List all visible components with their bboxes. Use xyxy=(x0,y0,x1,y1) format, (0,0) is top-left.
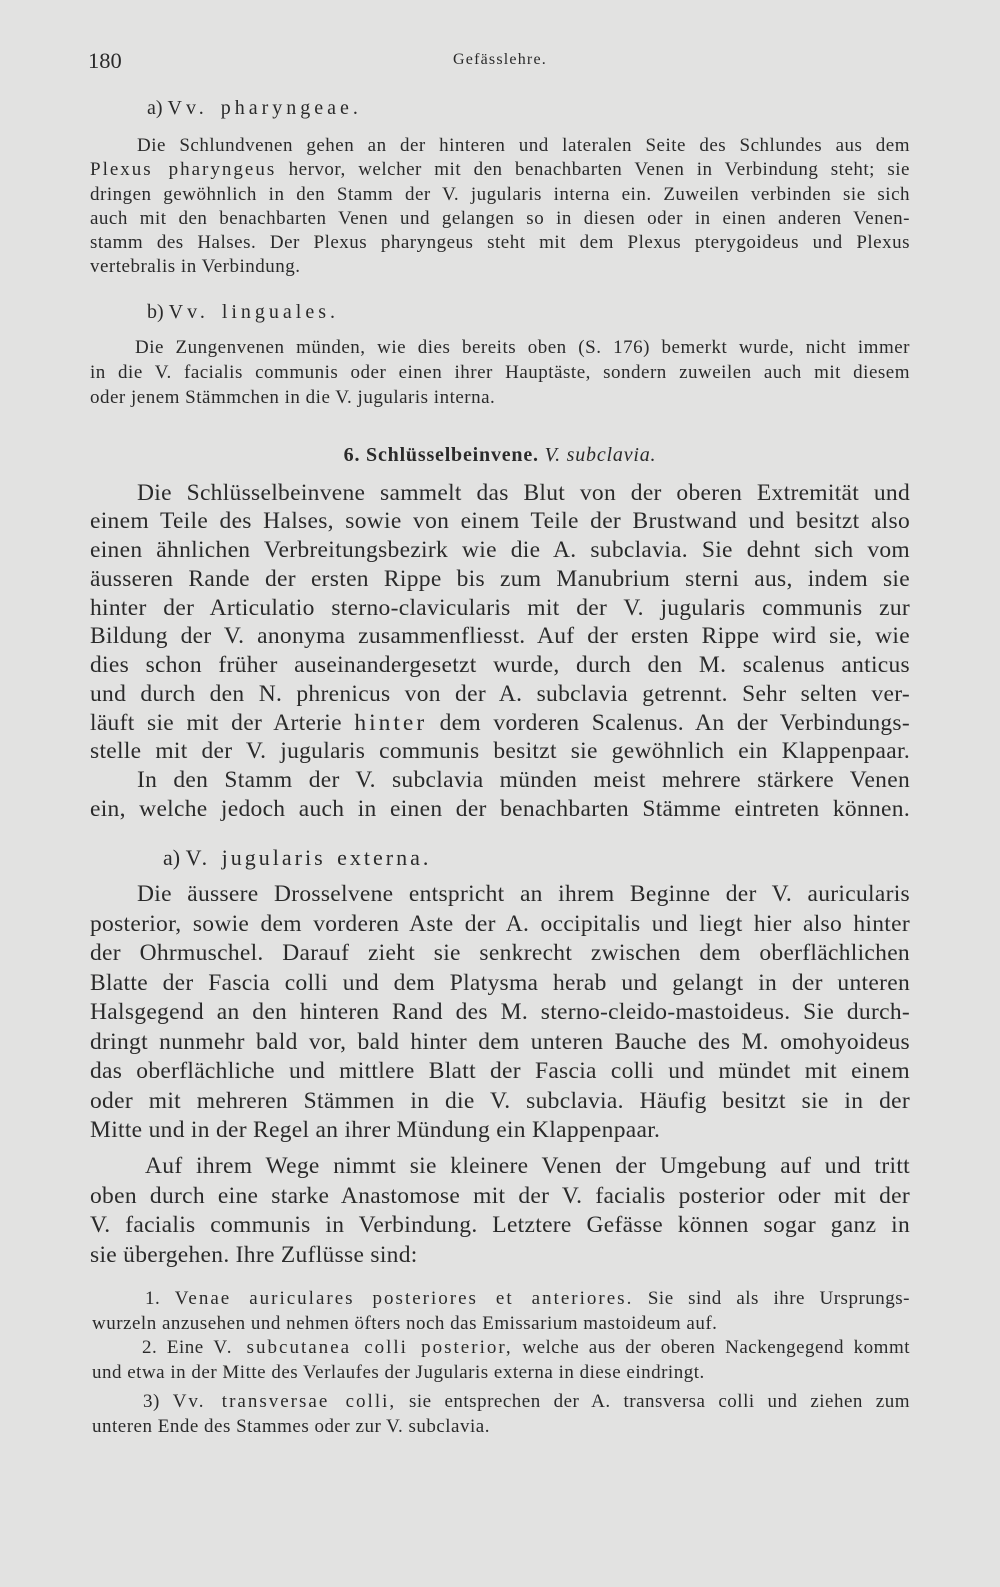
text-line: hinter der Articulatio sterno-clavicularis mit der V. jugularis communis zur xyxy=(90,594,910,621)
text-line: Auf ihrem Wege nimmt sie kleinere Venen der Umgebung auf und tritt xyxy=(145,1153,910,1180)
chapter-heading-latin: V. subclavia. xyxy=(544,444,657,466)
text-line: stamm des Halses. Der Plexus pharyngeus steht mit dem Plexus pterygoideus und Plexus xyxy=(90,232,910,254)
text-line: In den Stamm der V. subclavia münden meist mehrere stärkere Venen xyxy=(137,767,910,794)
text-line xyxy=(90,1287,910,1312)
text-line: Die äussere Drosselvene entspricht an ihrem Beginne der V. auricularis xyxy=(137,881,910,908)
text-line: und durch den N. phrenicus von der A. subclavia getrennt. Sehr selten ver- xyxy=(90,680,910,707)
text-line: oben durch eine starke Anastomose mit der V. facialis posterior oder mit der xyxy=(90,1182,910,1209)
text-line: Mitte und in der Regel an ihrer Mündung ein Klappenpaar. xyxy=(90,1117,661,1144)
text-segment: dem vorderen Scalenus. An der Verbindungs- xyxy=(427,709,910,736)
text-line: äusseren Rande der ersten Rippe bis zum Manubrium sterni aus, indem sie xyxy=(90,565,910,592)
text-line: Bildung der V. anonyma zusammenfliesst. Auf der ersten Rippe wird sie, wie xyxy=(90,623,910,650)
running-title: Gefässlehre. xyxy=(453,51,547,68)
list-item xyxy=(90,1336,910,1385)
chapter-heading xyxy=(0,442,1000,468)
text-line: Blatte der Fascia colli und dem Platysma herab und gelangt in der unteren xyxy=(90,969,910,996)
section-title-vv-linguales xyxy=(147,299,339,327)
section-title-text: V. jugularis externa. xyxy=(185,845,432,870)
text-segment: hervor, welcher mit den benachbarten Venen in Verbindung steht; sie xyxy=(276,159,910,181)
text-line: posterior, sowie dem vorderen Aste der A. occipitalis und liegt hier also hinter xyxy=(90,910,910,937)
list-number: 2. Eine xyxy=(142,1337,214,1358)
text-line: dringen gewöhnlich in den Stamm der V. jugularis interna ein. Zuweilen verbinden sie sich xyxy=(90,183,910,205)
text-line xyxy=(90,709,910,738)
text-segment: welche aus der oberen Nackengegend kommt xyxy=(512,1337,910,1358)
text-line: der Ohrmuschel. Darauf zieht sie senkrecht zwischen dem oberflächlichen xyxy=(90,940,910,967)
text-segment: sie entsprechen der A. transversa colli und ziehen zum xyxy=(396,1391,910,1412)
text-line: und etwa in der Mitte des Verlaufes der Jugularis externa in diese eindringt. xyxy=(92,1361,705,1383)
text-line: sie übergehen. Ihre Zuflüsse sind: xyxy=(90,1241,418,1268)
text-line: dies schon früher auseinandergesetzt wurde, durch den M. scalenus anticus xyxy=(90,652,910,679)
emphasized-term: Venae auriculares posteriores et anteriores. xyxy=(174,1288,634,1309)
text-line: stelle mit der V. jugularis communis besitzt sie gewöhnlich ein Klappenpaar. xyxy=(90,738,910,765)
text-line: Die Schlüsselbeinvene sammelt das Blut von der oberen Extremität und xyxy=(137,479,910,506)
text-line: oder mit mehreren Stämmen in die V. subclavia. Häufig besitzt sie in der xyxy=(90,1087,910,1114)
text-line: wurzeln anzusehen und nehmen öfters noch das Emissarium mastoideum auf. xyxy=(92,1312,718,1334)
list-number: 1. xyxy=(145,1288,175,1309)
text-line xyxy=(90,158,910,182)
list-number: 3) xyxy=(143,1391,173,1412)
section-label: a) xyxy=(147,97,163,119)
text-line: auch mit den benachbarten Venen und gelangen so in diesen oder in einen anderen Venen- xyxy=(90,207,910,229)
paragraph-jugularis-externa xyxy=(90,880,910,1270)
section-title-vv-pharyngeae xyxy=(147,95,362,123)
page-number: 180 xyxy=(88,48,122,73)
emphasized-term: hinter xyxy=(354,709,428,736)
text-line: unteren Ende des Stammes oder zur V. subclavia. xyxy=(92,1415,490,1437)
text-line: V. facialis communis in Verbindung. Letztere Gefässe können sogar ganz in xyxy=(90,1212,910,1239)
section-title-jugularis-externa xyxy=(163,844,431,872)
tributaries-list xyxy=(90,1287,910,1439)
text-line: ein, welche jedoch auch in einen der benachbarten Stämme eintreten können. xyxy=(90,795,910,822)
text-line: vertebralis in Verbindung. xyxy=(90,256,301,278)
list-item xyxy=(90,1287,910,1336)
text-line: in die V. facialis communis oder einen ihrer Hauptäste, sondern zuweilen auch mit diesem xyxy=(90,361,910,383)
text-line xyxy=(90,1336,910,1361)
section-label: a) xyxy=(163,845,181,870)
text-line: dringt nunmehr bald vor, bald hinter dem unteren Bauche des M. omohyoideus xyxy=(90,1028,910,1055)
section-title-text: Vv. pharyngeae. xyxy=(167,97,362,119)
paragraph-vv-linguales xyxy=(90,335,910,410)
section-label: b) xyxy=(147,301,164,323)
text-line: Die Schlundvenen gehen an der hinteren und lateralen Seite des Schlundes aus dem xyxy=(137,135,910,156)
paragraph-subclavia xyxy=(90,479,910,824)
text-line: oder jenem Stämmchen in die V. jugularis interna. xyxy=(90,386,496,408)
text-line: das oberflächliche und mittlere Blatt der Fascia colli und mündet mit einem xyxy=(90,1058,910,1085)
emphasized-term: V. subcutanea colli posterior, xyxy=(213,1337,513,1358)
text-line: Halsgegend an den hinteren Rand des M. sterno-cleido-mastoideus. Sie durch- xyxy=(90,999,910,1026)
text-line: einem Teile des Halses, sowie von einem Teile der Brustwand und besitzt also xyxy=(90,508,910,535)
text-segment: läuft sie mit der Arterie xyxy=(90,709,355,736)
text-segment: Sie sind als ihre Ursprungs- xyxy=(633,1288,910,1309)
paragraph-vv-pharyngeae xyxy=(90,134,910,280)
text-line: einen ähnlichen Verbreitungsbezirk wie die A. subclavia. Sie dehnt sich vom xyxy=(90,537,910,564)
chapter-heading-title: 6. Schlüsselbeinvene. xyxy=(343,444,539,466)
section-title-text: Vv. linguales. xyxy=(168,301,340,323)
text-line: Die Zungenvenen münden, wie dies bereits oben (S. 176) bemerkt wurde, nicht immer xyxy=(135,336,910,358)
emphasized-term: Plexus pharyngeus xyxy=(90,159,277,181)
list-item xyxy=(90,1390,910,1439)
text-line xyxy=(90,1390,910,1415)
emphasized-term: Vv. transversae colli, xyxy=(172,1391,397,1412)
